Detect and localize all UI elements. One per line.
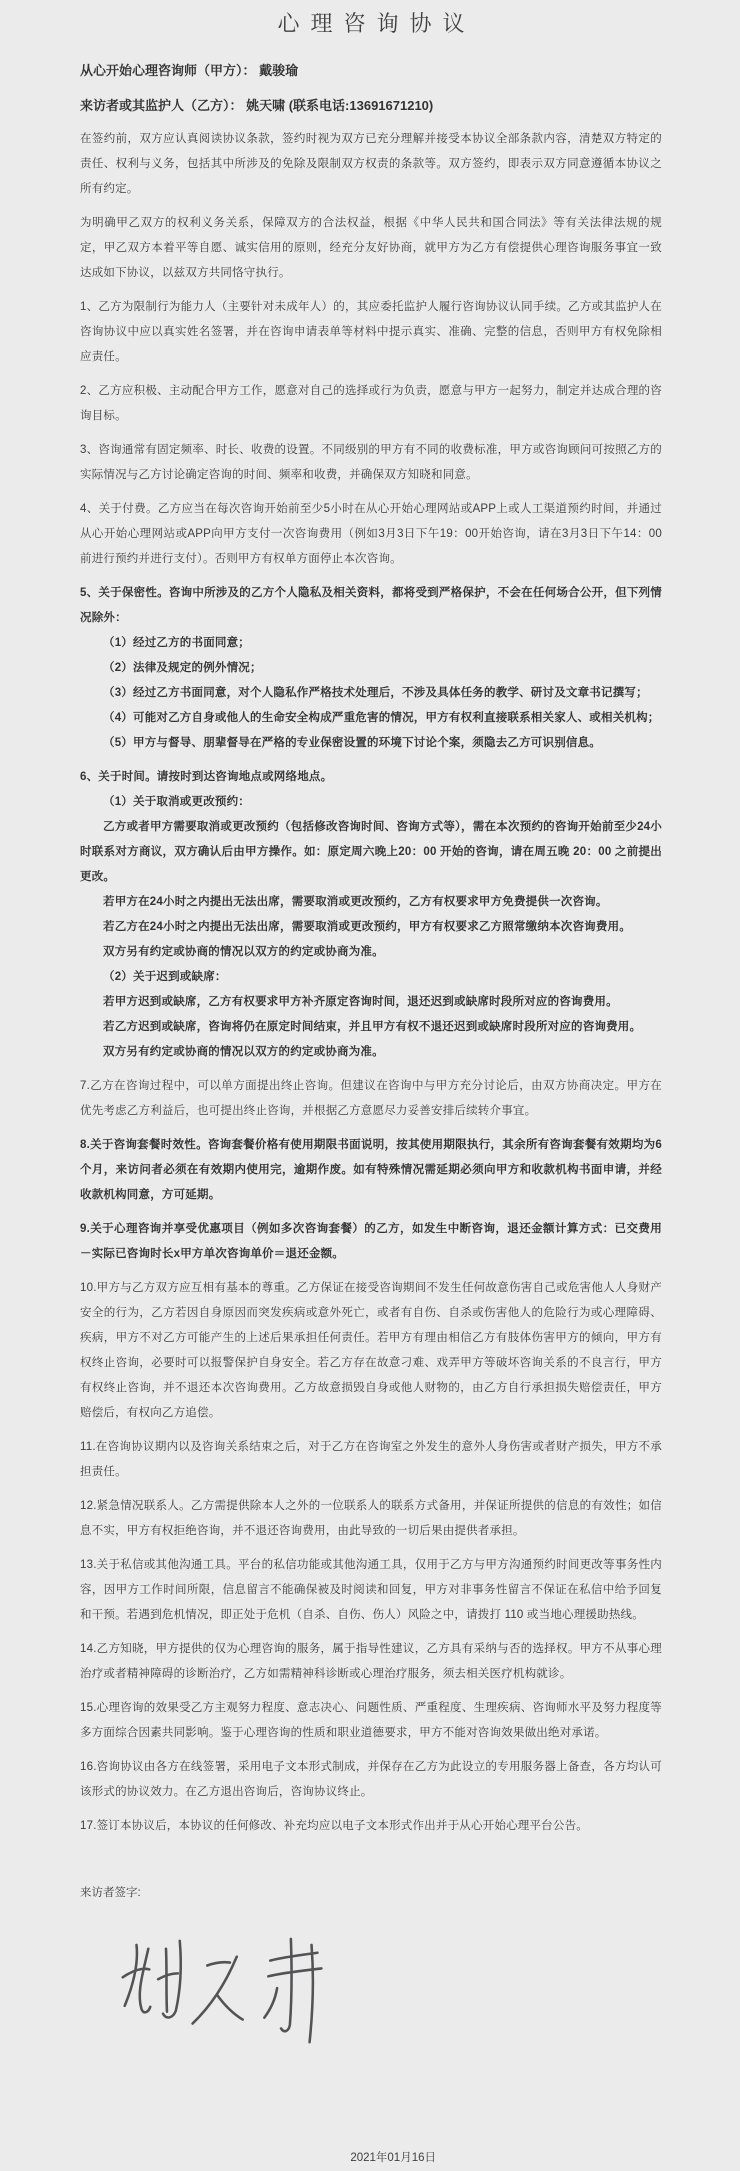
paragraph: 15.心理咨询的效果受乙方主观努力程度、意志决心、问题性质、严重程度、生理疾病、咨询师水平及努力程度等多方面综合因素共同影响。鉴于心理咨询的性质和职业道德要求，甲方不能对咨询效果做出绝对承诺。 — [80, 1702, 662, 1739]
visitor-signature-label: 来访者签字: — [80, 1887, 141, 1899]
paragraph: 10.甲方与乙方双方应互相有基本的尊重。乙方保证在接受咨询期间不发生任何故意伤害自己或危害他人人身财产安全的行为，乙方若因自身原因而突发疾病或意外死亡，或者有自伤、自杀或伤害他人的危险行为或心理障碍、疾病，甲方不对乙方可能产生的上述后果承担任何责任。若甲方有理由相信乙方有肢体伤害甲方的倾向，甲方有权终止咨询，必要时可以报警保护自身安全。若乙方存在故意刁难、戏弄甲方等破坏咨询关系的不良言行，甲方有权终止咨询，并不退还本次咨询费用。乙方故意损毁自身或他人财物的，由乙方自行承担损失赔偿责任，甲方赔偿后，有权向乙方追偿。 — [80, 1282, 662, 1419]
party-b-line: 来访者或其监护人（乙方）： 姚天啸 (联系电话:13691671210) — [80, 98, 434, 113]
paragraph: 双方另有约定或协商的情况以双方的约定或协商为准。 — [103, 1046, 384, 1058]
paragraph: 12.紧急情况联系人。乙方需提供除本人之外的一位联系人的联系方式备用，并保证所提供的信息的有效性；如信息不实，甲方有权拒绝咨询，并不退还咨询费用，由此导致的一切后果由提供者承担。 — [80, 1500, 662, 1537]
paragraph: 5、关于保密性。咨询中所涉及的乙方个人隐私及相关资料，都将受到严格保护，不会在任何场合公开，但下列情况除外： — [80, 587, 662, 624]
paragraph: （1）经过乙方的书面同意； — [103, 637, 250, 649]
paragraph: 乙方或者甲方需要取消或更改预约（包括修改咨询时间、咨询方式等），需在本次预约的咨询开始前至少24小时联系对方商议，双方确认后由甲方操作。如：原定周六晚上20：00 开始的咨询，请在周五晚 20：00 之前提出更改。 — [80, 821, 662, 883]
paragraph: （4）可能对乙方自身或他人的生命安全构成严重危害的情况，甲方有权利直接联系相关家人、或相关机构； — [103, 712, 660, 724]
paragraph: 7.乙方在咨询过程中，可以单方面提出终止咨询。但建议在咨询中与甲方充分讨论后，由双方协商决定。甲方在优先考虑乙方利益后，也可提出终止咨询，并根据乙方意愿尽力妥善安排后续转介事宜。 — [80, 1080, 662, 1117]
paragraph: 3、咨询通常有固定频率、时长、收费的设置。不同级别的甲方有不同的收费标准，甲方或咨询顾问可按照乙方的实际情况与乙方讨论确定咨询的时间、频率和收费，并确保双方知晓和同意。 — [80, 444, 662, 481]
paragraph: 8.关于咨询套餐时效性。咨询套餐价格有使用期限书面说明，按其使用期限执行，其余所有咨询套餐有效期均为6个月，来访问者必须在有效期内使用完，逾期作废。如有特殊情况需延期必须向甲方和收款机构书面申请，并经收款机构同意，方可延期。 — [80, 1139, 662, 1201]
paragraph: 若甲方迟到或缺席，乙方有权要求甲方补齐原定咨询时间，退还迟到或缺席时段所对应的咨询费用。 — [103, 996, 618, 1008]
paragraph: （1）关于取消或更改预约： — [103, 796, 250, 808]
paragraph-list — [80, 127, 662, 1839]
paragraph: 若甲方在24小时之内提出无法出席，需要取消或更改预约，乙方有权要求甲方免费提供一次咨询。 — [103, 896, 608, 908]
paragraph: 9.关于心理咨询并享受优惠项目（例如多次咨询套餐）的乙方，如发生中断咨询，退还金额计算方式：已交费用－实际已咨询时长x甲方单次咨询单价＝退还金额。 — [80, 1223, 662, 1260]
paragraph: （5）甲方与督导、朋辈督导在严格的专业保密设置的环境下讨论个案，须隐去乙方可识别信息。 — [103, 737, 601, 749]
paragraph: 为明确甲乙双方的权利义务关系，保障双方的合法权益，根据《中华人民共和国合同法》等有关法律法规的规定，甲乙双方本着平等自愿、诚实信用的原则，经充分友好协商，就甲方为乙方有偿提供心理咨询服务事宜一致达成如下协议，以兹双方共同恪守执行。 — [80, 217, 662, 279]
paragraph: 若乙方在24小时之内提出无法出席，需要取消或更改预约，甲方有权要求乙方照常缴纳本次咨询费用。 — [103, 921, 631, 933]
signing-date: 2021年01月16日 — [350, 2152, 436, 2164]
page-title: 心理咨询协议 — [277, 11, 476, 36]
paragraph: （2）关于迟到或缺席： — [103, 971, 227, 983]
handwritten-signature-image — [120, 1936, 330, 2054]
paragraph: 6、关于时间。请按时到达咨询地点或网络地点。 — [80, 771, 333, 783]
paragraph: 4、关于付费。乙方应当在每次咨询开始前至少5小时在从心开始心理网站或APP上或人工渠道预约时间，并通过从心开始心理网站或APP向甲方支付一次咨询费用（例如3月3日下午19：00开始咨询，请在3月3日下午14：00前进行预约并进行支付）。否则甲方有权单方面停止本次咨询。 — [80, 503, 662, 565]
paragraph: （3）经过乙方书面同意，对个人隐私作严格技术处理后，不涉及具体任务的教学、研讨及文章书记撰写； — [103, 687, 648, 699]
paragraph: 双方另有约定或协商的情况以双方的约定或协商为准。 — [103, 946, 384, 958]
paragraph: 1、乙方为限制行为能力人（主要针对未成年人）的，其应委托监护人履行咨询协议认同手续。乙方或其监护人在咨询协议中应以真实姓名签署，并在咨询申请表单等材料中提示真实、准确、完整的信息，否则甲方有权免除相应责任。 — [80, 301, 662, 363]
paragraph: 在签约前，双方应认真阅读协议条款，签约时视为双方已充分理解并接受本协议全部条款内容，清楚双方特定的责任、权利与义务，包括其中所涉及的免除及限制双方权责的条款等。双方签约，即表示双方同意遵循本协议之所有约定。 — [80, 133, 662, 195]
paragraph: 2、乙方应积极、主动配合甲方工作，愿意对自己的选择或行为负责，愿意与甲方一起努力，制定并达成合理的咨询目标。 — [80, 385, 662, 422]
paragraph: 若乙方迟到或缺席，咨询将仍在原定时间结束，并且甲方有权不退还迟到或缺席时段所对应的咨询费用。 — [103, 1021, 642, 1033]
paragraph: 13.关于私信或其他沟通工具。平台的私信功能或其他沟通工具，仅用于乙方与甲方沟通预约时间更改等事务性内容，因甲方工作时间所限，信息留言不能确保被及时阅读和回复，甲方对非事务性留言不保证在私信中给予回复和干预。若遇到危机情况，即正处于危机（自杀、自伤、伤人）风险之中，请拨打 110 或当地心理援助热线。 — [80, 1559, 662, 1621]
party-a-line: 从心开始心理咨询师（甲方）： 戴骏瑜 — [80, 63, 299, 78]
paragraph: （2）法律及规定的例外情况； — [103, 662, 262, 674]
paragraph: 14.乙方知晓，甲方提供的仅为心理咨询的服务，属于指导性建议，乙方具有采纳与否的选择权。甲方不从事心理治疗或者精神障碍的诊断治疗，乙方如需精神科诊断或心理治疗服务，须去相关医疗机构就诊。 — [80, 1643, 662, 1680]
paragraph: 17.签订本协议后，本协议的任何修改、补充均应以电子文本形式作出并于从心开始心理平台公告。 — [80, 1820, 588, 1832]
paragraph: 16.咨询协议由各方在线签署，采用电子文本形式制成，并保存在乙方为此设立的专用服务器上备查，各方均认可该形式的协议效力。在乙方退出咨询后，咨询协议终止。 — [80, 1761, 662, 1798]
paragraph: 11.在咨询协议期内以及咨询关系结束之后，对于乙方在咨询室之外发生的意外人身伤害或者财产损失，甲方不承担责任。 — [80, 1441, 662, 1478]
